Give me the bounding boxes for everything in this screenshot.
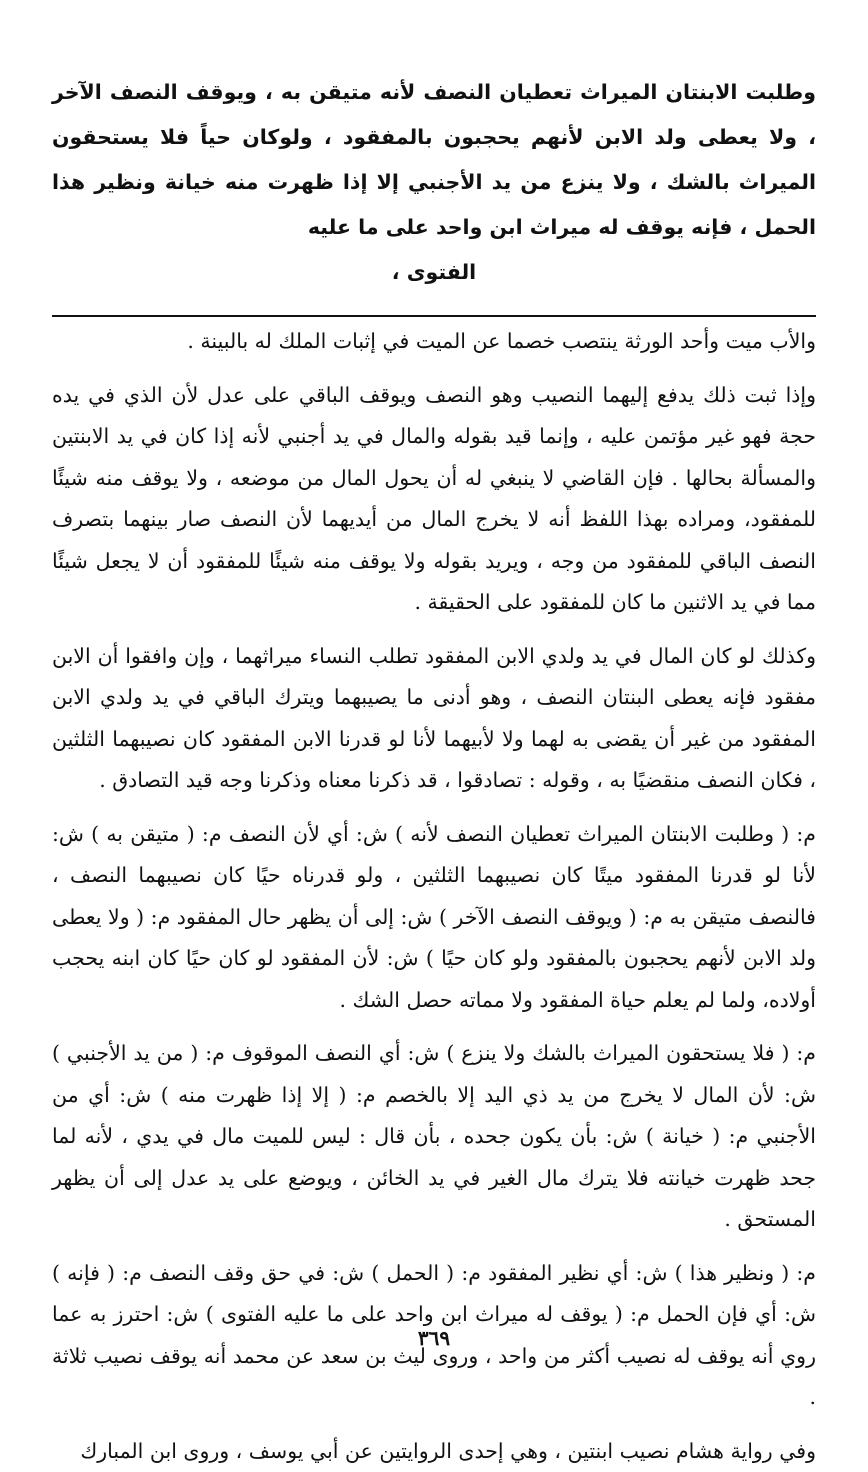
commentary-paragraph: وفي رواية هشام نصيب ابنتين ، وهي إحدى الروايتين عن أبي يوسف ، وروى ابن المبارك [52, 1431, 816, 1472]
commentary-paragraph: م: ( فلا يستحقون الميراث بالشك ولا ينزع ) ش: أي النصف الموقوف م: ( من يد الأجنبي ) ش: لأن المال لا يخرج من يد ذي اليد إلا بالخصم م: ( إلا إذا ظهرت منه ) ش: أي من الأجنبي م: ( خيانة ) ش: بأن يكون جحده ، بأن قال : ليس للميت مال في يدي ، لأنه لما جحد ظهرت خيانته فلا يترك مال الغير في يد الخائن ، ويوضع على يد عدل إلى أن يظهر المستحق . [52, 1033, 816, 1241]
commentary-paragraph: والأب ميت وأحد الورثة ينتصب خصما عن الميت في إثبات الملك له بالبينة . [52, 321, 816, 363]
commentary-paragraph: م: ( وطلبت الابنتان الميراث تعطيان النصف لأنه ) ش: أي لأن النصف م: ( متيقن به ) ش: لأنا لو قدرنا المفقود ميتًا كان نصيبهما الثلثين ، ولو قدرناه حيًا كان نصيبهما النصف ، فالنصف متيقن به م: ( ويوقف النصف الآخر ) ش: إلى أن يظهر حال المفقود م: ( ولا يعطى ولد الابن لأنهم يحجبون بالمفقود ولو كان حيًا ) ش: لأن المفقود لو كان حيًا كان ابنه يحجب أولاده، ولما لم يعلم حياة المفقود ولا مماته حصل الشك . [52, 814, 816, 1022]
commentary-block [52, 321, 816, 1472]
section-divider [52, 315, 816, 317]
matn-block [52, 70, 816, 295]
commentary-paragraph: م: ( ونظير هذا ) ش: أي نظير المفقود م: ( الحمل ) ش: في حق وقف النصف م: ( فإنه ) ش: أي فإن الحمل م: ( يوقف له ميراث ابن واحد على ما عليه الفتوى ) ش: احترز به عما روي أنه يوقف له نصيب أكثر من واحد ، وروى ليث بن سعد عن محمد أنه يوقف نصيب ثلاثة . [52, 1253, 816, 1419]
matn-last-line: الفتوى ، [52, 250, 816, 295]
matn-text: وطلبت الابنتان الميراث تعطيان النصف لأنه متيقن به ، ويوقف النصف الآخر ، ولا يعطى ولد الابن لأنهم يحجبون بالمفقود ، ولوكان حياً فلا يستحقون الميراث بالشك ، ولا ينزع من يد الأجنبي إلا إذا ظهرت منه خيانة ونظير هذا الحمل ، فإنه يوقف له ميراث ابن واحد على ما عليه [52, 70, 816, 250]
commentary-paragraph: وإذا ثبت ذلك يدفع إليهما النصيب وهو النصف ويوقف الباقي على عدل لأن الذي في يده حجة فهو غير مؤتمن عليه ، وإنما قيد بقوله والمال في يد أجنبي لأنه إذا كان في يد الابنتين والمسألة بحالها . فإن القاضي لا ينبغي له أن يحول المال من موضعه ، ولا يوقف منه شيئًا للمفقود، ومراده بهذا اللفظ أنه لا يخرج المال من أيديهما لأن النصف صار بينهما بتصرف النصف الباقي للمفقود من وجه ، ويريد بقوله ولا يوقف منه شيئًا للمفقود أن لا يجعل شيئًا مما في يد الاثنين ما كان للمفقود على الحقيقة . [52, 375, 816, 624]
page-number: ٣٦٩ [0, 1326, 868, 1350]
commentary-paragraph: وكذلك لو كان المال في يد ولدي الابن المفقود تطلب النساء ميراثهما ، وإن وافقوا أن الابن مفقود فإنه يعطى البنتان النصف ، وهو أدنى ما يصيبهما ويترك الباقي في يد ولدي الابن المفقود من غير أن يقضى به لهما ولا لأبيهما لأنا لو قدرنا الابن المفقود كان نصيبهما الثلثين ، فكان النصف منقضيًا به ، وقوله : تصادقوا ، قد ذكرنا معناه وذكرنا وجه قيد التصادق . [52, 636, 816, 802]
